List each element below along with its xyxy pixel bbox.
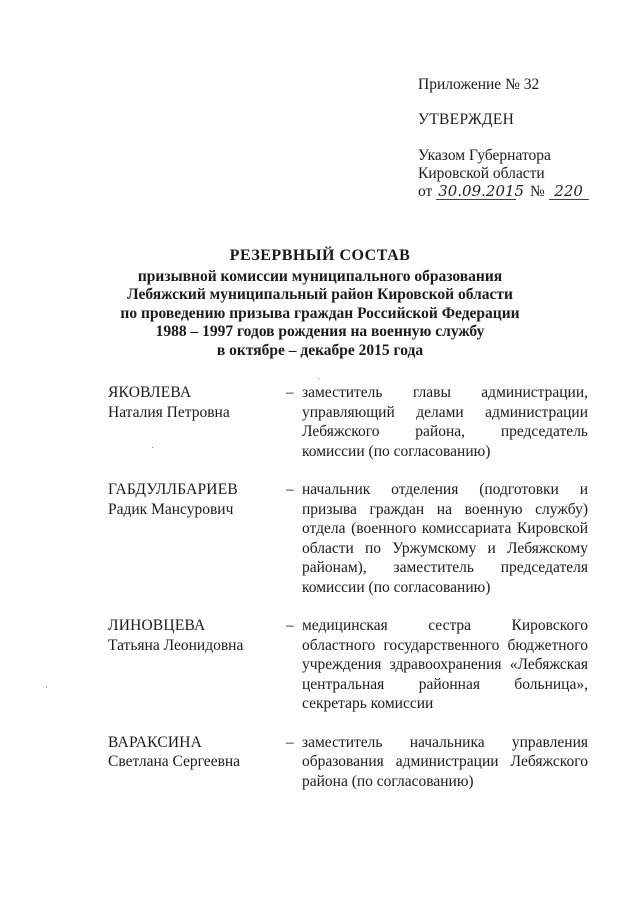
decree-line-2: Кировской области bbox=[418, 165, 545, 182]
member-given-name: Светлана Сергеевна bbox=[108, 753, 241, 770]
member-entry bbox=[108, 480, 588, 597]
member-given-name: Наталия Петровна bbox=[108, 403, 230, 421]
number-prefix: № bbox=[529, 183, 545, 200]
member-surname: ЛИНОВЦЕВА bbox=[108, 617, 206, 634]
member-given-name: Радик Мансурович bbox=[108, 500, 234, 518]
member-role: заместитель главы администрации, управляющий делами администрации Лебяжского района, председатель комиссии (по согласованию) bbox=[302, 384, 588, 460]
title-line-5: в октябре – декабре 2015 года bbox=[216, 341, 424, 359]
member-dash: – bbox=[286, 384, 294, 401]
member-surname: ГАБДУЛЛБАРИЕВ bbox=[108, 481, 238, 498]
approved-label: УТВЕРЖДЕН bbox=[418, 111, 515, 128]
decree-reference bbox=[418, 183, 618, 201]
scan-speck bbox=[152, 447, 153, 448]
scan-speck bbox=[318, 378, 319, 379]
member-surname: ЯКОВЛЕВА bbox=[108, 384, 192, 401]
member-dash: – bbox=[286, 617, 294, 634]
member-person bbox=[108, 383, 286, 461]
member-dash: – bbox=[286, 733, 294, 751]
member-role: медицинская сестра Кировского областного государственного бюджетного учреждения здравоохранения «Лебяжская центральная районная больница», секретарь комиссии bbox=[302, 617, 588, 712]
title-main: РЕЗЕРВНЫЙ СОСТАВ bbox=[229, 247, 411, 264]
member-dash: – bbox=[286, 481, 294, 498]
decree-line-1: Указом Губернатора bbox=[418, 147, 551, 164]
title-line-1: призывной комиссии муниципального образования bbox=[137, 267, 503, 285]
title-line-4: 1988 – 1997 годов рождения на военную службу bbox=[155, 323, 485, 340]
member-entry bbox=[108, 383, 588, 461]
member-given-name: Татьяна Леонидовна bbox=[108, 636, 244, 654]
member-person bbox=[108, 480, 286, 597]
member-surname: ВАРАКСИНА bbox=[108, 733, 203, 751]
scan-speck bbox=[46, 687, 47, 688]
member-role: заместитель начальника управления образования администрации Лебяжского района (по согласованию) bbox=[302, 733, 588, 790]
member-person bbox=[108, 733, 286, 792]
member-list bbox=[108, 383, 588, 791]
member-entry bbox=[108, 733, 588, 792]
member-person bbox=[108, 616, 286, 714]
annex-number: Приложение № 32 bbox=[418, 76, 540, 93]
approval-stamp-block bbox=[418, 76, 618, 201]
date-prefix: от bbox=[418, 183, 433, 200]
member-role: начальник отделения (подготовки и призыва граждан на военную службу) отдела (военного комиссариата Кировской области по Уржумскому и Лебяжскому районам), заместитель председателя комиссии (по согласованию) bbox=[302, 481, 588, 596]
title-line-3: по проведению призыва граждан Российской Федерации bbox=[120, 304, 520, 322]
member-entry bbox=[108, 616, 588, 714]
document-title bbox=[0, 247, 640, 360]
handwritten-number: 220 bbox=[549, 184, 589, 200]
handwritten-date: 30.09.2015 bbox=[438, 182, 525, 200]
title-line-2: Лебяжский муниципальный район Кировской области bbox=[127, 286, 513, 303]
